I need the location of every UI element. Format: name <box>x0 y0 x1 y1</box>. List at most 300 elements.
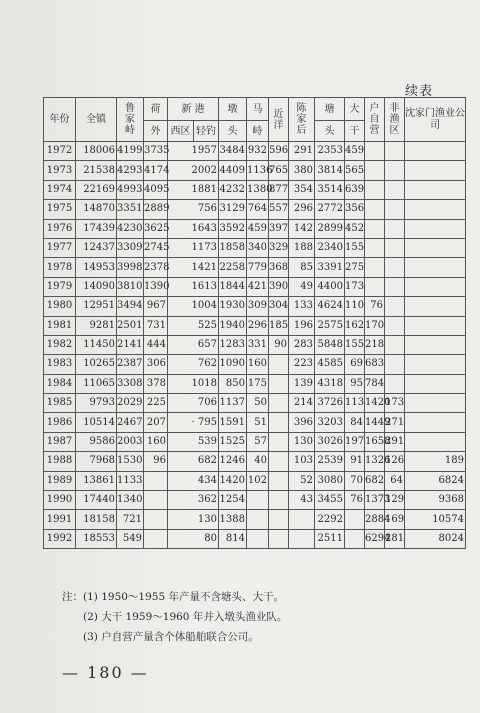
header-gan: 干 <box>345 121 365 142</box>
table-cell: 17439 <box>76 219 117 238</box>
table-cell <box>385 142 405 161</box>
table-row <box>44 355 466 374</box>
table-cell: 64 <box>385 471 405 490</box>
table-cell: 814 <box>219 529 247 548</box>
table-cell <box>405 238 466 257</box>
table-cell: 11065 <box>76 374 117 393</box>
header-huziying: 户自营 <box>365 98 385 142</box>
header-wai: 外 <box>144 121 168 142</box>
cell-xingang: 1957 <box>168 142 219 161</box>
cell-xingang: 130 <box>168 510 219 529</box>
table-cell <box>405 335 466 354</box>
table-cell <box>269 510 289 529</box>
table-cell <box>269 355 289 374</box>
table-cell: 356 <box>345 200 365 219</box>
table-cell: 51 <box>247 413 269 432</box>
table-cell: 2387 <box>117 355 144 374</box>
table-cell: 3308 <box>117 374 144 393</box>
table-cell: 281 <box>385 529 405 548</box>
table-cell: 283 <box>289 335 315 354</box>
table-cell: 306 <box>144 355 168 374</box>
table-cell: 967 <box>144 297 168 316</box>
table-cell: 1254 <box>219 491 247 510</box>
table-cell: 3494 <box>117 297 144 316</box>
table-cell <box>405 161 466 180</box>
table-cell: 9586 <box>76 432 117 451</box>
table-cell: 3026 <box>315 432 345 451</box>
header-da: 大 <box>345 98 365 121</box>
table-cell: 14090 <box>76 277 117 296</box>
table-cell: 14953 <box>76 258 117 277</box>
table-cell: 459 <box>247 219 269 238</box>
table-cell: 160 <box>247 355 269 374</box>
table-cell: 639 <box>345 180 365 199</box>
table-cell: 557 <box>269 200 289 219</box>
table-cell <box>385 238 405 257</box>
table-cell: 2501 <box>117 316 144 335</box>
table-cell: 1137 <box>219 394 247 413</box>
table-cell <box>405 219 466 238</box>
table-row <box>44 219 466 238</box>
table-cell: 3129 <box>219 200 247 219</box>
table-row <box>44 452 466 471</box>
table-cell: 378 <box>144 374 168 393</box>
table-cell: 142 <box>289 219 315 238</box>
table-row <box>44 297 466 316</box>
cell-year: 1990 <box>44 491 76 510</box>
table-cell: 396 <box>289 413 315 432</box>
table-cell <box>269 413 289 432</box>
cell-xingang: 525 <box>168 316 219 335</box>
table-cell <box>385 355 405 374</box>
table-cell: 11450 <box>76 335 117 354</box>
table-cell <box>247 491 269 510</box>
table-cell: 3998 <box>117 258 144 277</box>
table-cell: 596 <box>269 142 289 161</box>
table-cell <box>405 316 466 335</box>
header-ma: 马 <box>247 98 269 121</box>
table-cell: 173 <box>345 277 365 296</box>
cell-xingang: 1018 <box>168 374 219 393</box>
table-cell: 175 <box>247 374 269 393</box>
table-cell: 2539 <box>315 452 345 471</box>
table-cell: 76 <box>345 491 365 510</box>
table-cell: 1373 <box>365 491 385 510</box>
note-3: (3) 户自营产量含个体船舶联合公司。 <box>83 631 259 643</box>
table-cell: 130 <box>289 432 315 451</box>
table-cell: 1530 <box>117 452 144 471</box>
table-cell <box>365 258 385 277</box>
table-cell: 50 <box>247 394 269 413</box>
cell-xingang: 756 <box>168 200 219 219</box>
table-cell: 10265 <box>76 355 117 374</box>
table-cell: 126 <box>385 452 405 471</box>
table-cell: 14870 <box>76 200 117 219</box>
table-cell <box>385 335 405 354</box>
cell-year: 1980 <box>44 297 76 316</box>
table-cell: 459 <box>345 142 365 161</box>
table-row <box>44 491 466 510</box>
table-cell: 296 <box>289 200 315 219</box>
header-tou: 头 <box>219 121 247 142</box>
header-tang: 塘 <box>315 98 345 121</box>
table-cell <box>247 529 269 548</box>
table-cell: 8024 <box>405 529 466 548</box>
table-cell: 1326 <box>365 452 385 471</box>
table-cell <box>345 510 365 529</box>
table-cell: 18158 <box>76 510 117 529</box>
table-cell <box>405 258 466 277</box>
cell-year: 1985 <box>44 394 76 413</box>
table-cell: 4993 <box>117 180 144 199</box>
table-cell: 1844 <box>219 277 247 296</box>
cell-year: 1988 <box>44 452 76 471</box>
table-cell: 2575 <box>315 316 345 335</box>
note-2: (2) 大干 1959～1960 年并入墩头渔业队。 <box>83 611 288 623</box>
cell-xingang: 1643 <box>168 219 219 238</box>
table-cell: 3592 <box>219 219 247 238</box>
table-cell: 21538 <box>76 161 117 180</box>
table-cell: 1388 <box>219 510 247 529</box>
header-shenjiamen: 沈家门渔业公司 <box>405 98 466 142</box>
cell-year: 1972 <box>44 142 76 161</box>
table-cell <box>269 491 289 510</box>
table-cell: 764 <box>247 200 269 219</box>
cell-year: 1978 <box>44 258 76 277</box>
table-row <box>44 335 466 354</box>
table-cell <box>405 277 466 296</box>
table-cell: 765 <box>269 161 289 180</box>
table-row <box>44 238 466 257</box>
table-cell: 214 <box>289 394 315 413</box>
table-cell <box>247 510 269 529</box>
table-cell <box>269 374 289 393</box>
table-cell <box>269 394 289 413</box>
cell-year: 1989 <box>44 471 76 490</box>
table-cell: 3351 <box>117 200 144 219</box>
table-cell: 162 <box>345 316 365 335</box>
cell-year: 1991 <box>44 510 76 529</box>
cell-year: 1973 <box>44 161 76 180</box>
table-cell: 4199 <box>117 142 144 161</box>
table-cell: 4409 <box>219 161 247 180</box>
table-cell: 113 <box>345 394 365 413</box>
table-cell: 170 <box>365 316 385 335</box>
header-qi: 峙 <box>247 121 269 142</box>
table-cell <box>345 529 365 548</box>
table-cell <box>385 200 405 219</box>
table-cell: 2899 <box>315 219 345 238</box>
table-cell: 4585 <box>315 355 345 374</box>
table-cell: 139 <box>289 374 315 393</box>
header-chenjiahou: 陈家后 <box>289 98 315 142</box>
table-cell: 4230 <box>117 219 144 238</box>
continued-label: 续表 <box>405 84 434 99</box>
table-cell <box>385 297 405 316</box>
table-cell: 721 <box>117 510 144 529</box>
table-cell <box>365 277 385 296</box>
table-cell: 103 <box>289 452 315 471</box>
table-cell <box>144 491 168 510</box>
table-row <box>44 277 466 296</box>
table-cell <box>269 529 289 548</box>
table-row <box>44 180 466 199</box>
table-cell: 129 <box>385 491 405 510</box>
table-cell: 2889 <box>144 200 168 219</box>
table-cell: 1246 <box>219 452 247 471</box>
table-cell: 683 <box>365 355 385 374</box>
table-cell: 275 <box>345 258 365 277</box>
table-cell: 3203 <box>315 413 345 432</box>
table-row <box>44 142 466 161</box>
table-cell: 96 <box>144 452 168 471</box>
table-cell <box>289 529 315 548</box>
cell-year: 1984 <box>44 374 76 393</box>
table-cell: 155 <box>345 238 365 257</box>
header-tang-tou: 头 <box>315 121 345 142</box>
cell-year: 1987 <box>44 432 76 451</box>
table-cell: 296 <box>247 316 269 335</box>
cell-xingang: 1613 <box>168 277 219 296</box>
table-cell: 7968 <box>76 452 117 471</box>
table-cell: 196 <box>289 316 315 335</box>
table-cell: 3391 <box>315 258 345 277</box>
table-cell <box>289 510 315 529</box>
table-cell: 10574 <box>405 510 466 529</box>
table-cell: 5848 <box>315 335 345 354</box>
header-dun: 墩 <box>219 98 247 121</box>
table-cell: 2292 <box>315 510 345 529</box>
table-cell: 43 <box>289 491 315 510</box>
cell-year: 1982 <box>44 335 76 354</box>
catch-table <box>43 97 466 549</box>
cell-xingang: 362 <box>168 491 219 510</box>
table-cell: 2467 <box>117 413 144 432</box>
header-xiqu: 西区 <box>168 121 194 142</box>
table-cell: 169 <box>385 510 405 529</box>
table-cell: 1340 <box>117 491 144 510</box>
table-cell: 4400 <box>315 277 345 296</box>
table-cell: 354 <box>289 180 315 199</box>
table-cell <box>405 374 466 393</box>
table-row <box>44 374 466 393</box>
table-cell: 155 <box>345 335 365 354</box>
table-cell: 3814 <box>315 161 345 180</box>
table-cell: 9281 <box>76 316 117 335</box>
table-cell: 84 <box>345 413 365 432</box>
table-cell: 877 <box>269 180 289 199</box>
table-cell: 18006 <box>76 142 117 161</box>
table-cell: 4293 <box>117 161 144 180</box>
table-cell: 291 <box>385 432 405 451</box>
table-row <box>44 471 466 490</box>
table-cell: 102 <box>247 471 269 490</box>
table-cell: 1283 <box>219 335 247 354</box>
cell-xingang: 1173 <box>168 238 219 257</box>
table-row <box>44 510 466 529</box>
table-cell: 3625 <box>144 219 168 238</box>
table-cell: 1390 <box>144 277 168 296</box>
table-cell: 13861 <box>76 471 117 490</box>
table-cell: 223 <box>289 355 315 374</box>
table-cell: 2884 <box>365 510 385 529</box>
table-cell: 12437 <box>76 238 117 257</box>
table-cell <box>385 316 405 335</box>
header-total: 全镇 <box>76 98 117 142</box>
table-cell: 682 <box>365 471 385 490</box>
table-cell <box>144 471 168 490</box>
table-cell <box>405 413 466 432</box>
header-year: 年份 <box>44 98 76 142</box>
table-cell: 85 <box>289 258 315 277</box>
table-cell: 1133 <box>117 471 144 490</box>
cell-year: 1977 <box>44 238 76 257</box>
table-row <box>44 258 466 277</box>
table-cell: 110 <box>345 297 365 316</box>
table-cell <box>365 238 385 257</box>
cell-xingang: 434 <box>168 471 219 490</box>
table-cell: 784 <box>365 374 385 393</box>
table-cell <box>269 432 289 451</box>
table-row <box>44 394 466 413</box>
table-cell: 1449 <box>365 413 385 432</box>
table-cell: 4174 <box>144 161 168 180</box>
table-cell: 76 <box>365 297 385 316</box>
table-row <box>44 200 466 219</box>
cell-xingang: · 795 <box>168 413 219 432</box>
table-cell: 1658 <box>365 432 385 451</box>
table-cell: 6824 <box>405 471 466 490</box>
table-cell: 91 <box>345 452 365 471</box>
table-cell <box>144 529 168 548</box>
table-cell: 1940 <box>219 316 247 335</box>
table-cell: 340 <box>247 238 269 257</box>
cell-xingang: 706 <box>168 394 219 413</box>
table-cell <box>405 432 466 451</box>
table-cell: 3810 <box>117 277 144 296</box>
header-feiyuqu: 非渔区 <box>385 98 405 142</box>
table-cell <box>385 219 405 238</box>
cell-year: 1986 <box>44 413 76 432</box>
table-cell <box>385 258 405 277</box>
header-lujiaxun: 鲁家峙 <box>117 98 144 142</box>
table-cell: 69 <box>345 355 365 374</box>
cell-year: 1983 <box>44 355 76 374</box>
table-cell: 2378 <box>144 258 168 277</box>
table-cell: 49 <box>289 277 315 296</box>
table-cell: 329 <box>269 238 289 257</box>
table-cell: 1930 <box>219 297 247 316</box>
cell-year: 1976 <box>44 219 76 238</box>
table-cell: 3484 <box>219 142 247 161</box>
table-cell: 2745 <box>144 238 168 257</box>
cell-xingang: 2002 <box>168 161 219 180</box>
table-cell: 218 <box>365 335 385 354</box>
table-cell: 271 <box>385 413 405 432</box>
table-cell: 549 <box>117 529 144 548</box>
table-cell: 1525 <box>219 432 247 451</box>
table-row <box>44 316 466 335</box>
table-cell: 2511 <box>315 529 345 548</box>
note-1: 注：(1) 1950～1955 年产量不含塘头、大干。 <box>62 591 284 603</box>
table-cell: 1420 <box>219 471 247 490</box>
page-number: — 180 — <box>62 663 149 682</box>
table-row <box>44 161 466 180</box>
table-cell: 304 <box>269 297 289 316</box>
table-cell: 18553 <box>76 529 117 548</box>
table-cell: 1136 <box>247 161 269 180</box>
table-cell: 3726 <box>315 394 345 413</box>
cell-xingang: 1421 <box>168 258 219 277</box>
table-cell: 185 <box>269 316 289 335</box>
table-cell <box>405 200 466 219</box>
cell-year: 1992 <box>44 529 76 548</box>
table-cell: 1090 <box>219 355 247 374</box>
table-cell: 12951 <box>76 297 117 316</box>
table-cell: 565 <box>345 161 365 180</box>
table-cell <box>365 180 385 199</box>
cell-xingang: 682 <box>168 452 219 471</box>
table-cell: 397 <box>269 219 289 238</box>
table-cell: 731 <box>144 316 168 335</box>
table-cell: 932 <box>247 142 269 161</box>
table-cell <box>385 161 405 180</box>
table-cell: 189 <box>405 452 466 471</box>
cell-xingang: 1004 <box>168 297 219 316</box>
table-cell: 6294 <box>365 529 385 548</box>
table-cell <box>385 374 405 393</box>
table-cell: 188 <box>289 238 315 257</box>
table-cell: 291 <box>289 142 315 161</box>
cell-year: 1975 <box>44 200 76 219</box>
table-cell: 40 <box>247 452 269 471</box>
table-cell: 2772 <box>315 200 345 219</box>
table-cell: 3735 <box>144 142 168 161</box>
cell-year: 1981 <box>44 316 76 335</box>
table-cell: 4624 <box>315 297 345 316</box>
table-cell: 380 <box>289 161 315 180</box>
table-cell: 3080 <box>315 471 345 490</box>
table-cell: 368 <box>269 258 289 277</box>
cell-xingang: 1881 <box>168 180 219 199</box>
table-row <box>44 432 466 451</box>
table-cell: 2353 <box>315 142 345 161</box>
table-cell: 779 <box>247 258 269 277</box>
cell-xingang: 657 <box>168 335 219 354</box>
table-cell: 3455 <box>315 491 345 510</box>
table-cell <box>144 510 168 529</box>
table-cell: 1420 <box>365 394 385 413</box>
table-cell <box>269 452 289 471</box>
table-cell: 57 <box>247 432 269 451</box>
table-cell: 4318 <box>315 374 345 393</box>
header-he: 荷 <box>144 98 168 121</box>
table-cell: 1858 <box>219 238 247 257</box>
table-cell <box>365 161 385 180</box>
table-cell: 9368 <box>405 491 466 510</box>
cell-xingang: 539 <box>168 432 219 451</box>
table-cell: 52 <box>289 471 315 490</box>
table-cell: 2141 <box>117 335 144 354</box>
table-row <box>44 413 466 432</box>
cell-year: 1974 <box>44 180 76 199</box>
table-cell: 850 <box>219 374 247 393</box>
table-cell: 95 <box>345 374 365 393</box>
table-cell: 17440 <box>76 491 117 510</box>
table-cell: 452 <box>345 219 365 238</box>
table-cell <box>405 394 466 413</box>
header-qingdiao: 轻钓 <box>194 121 219 142</box>
